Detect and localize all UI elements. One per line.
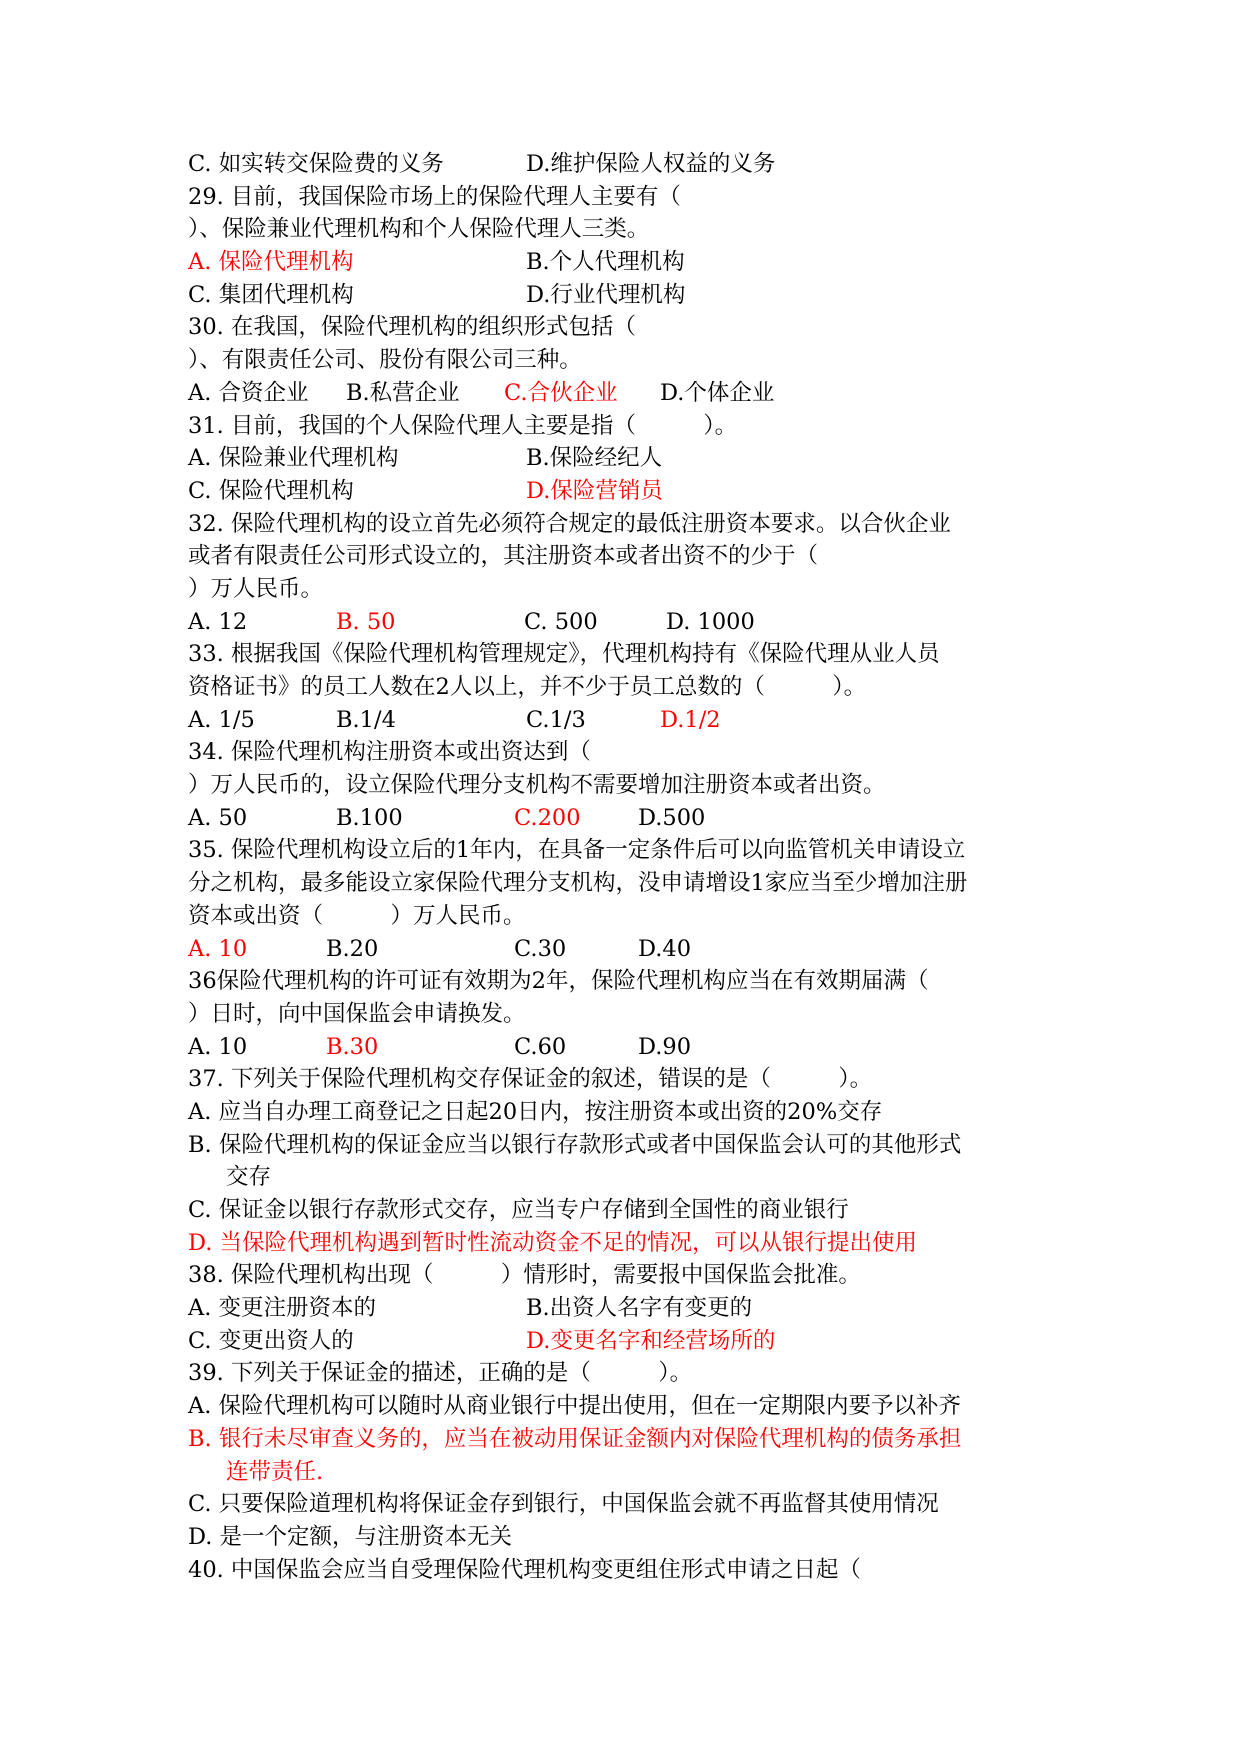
- line-text: ）万人民币的，设立保险代理分支机构不需要增加注册资本或者出资。: [188, 772, 886, 799]
- text-line: [188, 671, 1068, 704]
- answer-option: B.100: [336, 804, 403, 831]
- text-line: [188, 736, 1068, 769]
- option-row: [188, 475, 1068, 508]
- answer-option: D.维护保险人权益的义务: [526, 151, 776, 177]
- answer-option: D. 1000: [666, 608, 755, 635]
- line-text: 32. 保险代理机构的设立首先必须符合规定的最低注册资本要求。以合伙企业: [188, 510, 951, 537]
- answer-option: D.行业代理机构: [526, 281, 686, 308]
- line-text: ）、有限责任公司、股份有限公司三种。: [188, 347, 582, 374]
- text-line-continued: [188, 1456, 1068, 1489]
- answer-option: D.1/2: [660, 706, 721, 733]
- text-line: [188, 1554, 1068, 1587]
- line-text: 40. 中国保监会应当自受理保险代理机构变更组住形式申请之日起（: [188, 1556, 861, 1583]
- answer-option: D.40: [638, 935, 692, 962]
- text-line: [188, 540, 1068, 573]
- answer-option: C.1/3: [526, 706, 586, 733]
- line-text: B. 保险代理机构的保证金应当以银行存款形式或者中国保监会认可的其他形式: [188, 1131, 962, 1158]
- answer-option: B.20: [326, 935, 379, 962]
- answer-option: A. 10: [188, 1033, 248, 1060]
- answer-option: C.200: [514, 804, 581, 831]
- option-row: [188, 246, 1068, 279]
- text-line: [188, 867, 1068, 900]
- option-row: [188, 377, 1068, 410]
- answer-option: A. 合资企业: [188, 379, 309, 406]
- line-text: 30. 在我国，保险代理机构的组织形式包括（: [188, 314, 636, 341]
- line-text: 36保险代理机构的许可证有效期为2年，保险代理机构应当在有效期届满（: [188, 968, 929, 995]
- line-text: A. 应当自办理工商登记之日起20日内，按注册资本或出资的20%交存: [188, 1098, 883, 1125]
- line-text: 或者有限责任公司形式设立的，其注册资本或者出资不的少于（: [188, 543, 819, 570]
- answer-option: A. 50: [188, 804, 248, 831]
- text-line: [188, 638, 1068, 671]
- answer-option: C. 500: [524, 608, 598, 635]
- option-row: [188, 1292, 1068, 1325]
- text-line-continued: [188, 1161, 1068, 1194]
- answer-option: A. 变更注册资本的: [188, 1295, 377, 1322]
- answer-option: A. 保险代理机构: [188, 249, 354, 276]
- line-text: 35. 保险代理机构设立后的1年内，在具备一定条件后可以向监管机关申请设立: [188, 837, 966, 864]
- answer-option: D.90: [638, 1033, 692, 1060]
- line-text: 31. 目前，我国的个人保险代理人主要是指（ ）。: [188, 412, 738, 439]
- line-text: ）万人民币。: [188, 575, 324, 602]
- text-line: [188, 900, 1068, 933]
- option-row: [188, 802, 1068, 835]
- answer-option: C. 变更出资人的: [188, 1327, 354, 1354]
- line-text: ）日时，向中国保监会申请换发。: [188, 1000, 526, 1027]
- answer-option: A. 保险兼业代理机构: [188, 445, 399, 472]
- text-line: [188, 1096, 1068, 1129]
- line-text: 资本或出资（ ）万人民币。: [188, 902, 526, 929]
- answer-option: B.私营企业: [346, 379, 460, 406]
- text-line: [188, 213, 1068, 246]
- answer-option: C. 集团代理机构: [188, 281, 354, 308]
- line-text: 连带责任.: [226, 1458, 324, 1485]
- line-text: C. 只要保险道理机构将保证金存到银行，中国保监会就不再监督其使用情况: [188, 1491, 939, 1518]
- answer-option: B.30: [326, 1033, 379, 1060]
- text-line: [188, 311, 1068, 344]
- text-line: [188, 181, 1068, 214]
- answer-option: A. 12: [188, 608, 248, 635]
- document-page: [188, 148, 1068, 1586]
- line-text: 39. 下列关于保证金的描述，正确的是（ ）。: [188, 1360, 693, 1387]
- option-row: [188, 1031, 1068, 1064]
- answer-option: D.个体企业: [660, 379, 775, 406]
- answer-option: D.500: [638, 804, 706, 831]
- option-row: [188, 606, 1068, 639]
- answer-option: B.1/4: [336, 706, 396, 733]
- line-text: D. 是一个定额，与注册资本无关: [188, 1523, 513, 1550]
- text-line: [188, 1390, 1068, 1423]
- answer-option: A. 10: [188, 935, 248, 962]
- text-line: [188, 965, 1068, 998]
- text-line: [188, 1521, 1068, 1554]
- answer-option: C.60: [514, 1033, 567, 1060]
- answer-option: C.合伙企业: [504, 379, 618, 406]
- option-row: [188, 1325, 1068, 1358]
- line-text: 37. 下列关于保险代理机构交存保证金的叙述，错误的是（ ）。: [188, 1066, 873, 1093]
- text-line: [188, 1357, 1068, 1390]
- answer-option: C.30: [514, 935, 567, 962]
- answer-option: D.变更名字和经营场所的: [526, 1327, 776, 1354]
- line-text: 资格证书》的员工人数在2人以上，并不少于员工总数的（ ）。: [188, 674, 867, 700]
- text-line: [188, 573, 1068, 606]
- answer-option: D.保险营销员: [526, 477, 663, 504]
- line-text: 38. 保险代理机构出现（ ）情形时，需要报中国保监会批准。: [188, 1262, 861, 1289]
- text-line: [188, 998, 1068, 1031]
- line-text: D. 当保险代理机构遇到暂时性流动资金不足的情况，可以从银行提出使用: [188, 1229, 918, 1256]
- line-text: 29. 目前，我国保险市场上的保险代理人主要有（: [188, 183, 681, 210]
- answer-option: B.出资人名字有变更的: [526, 1295, 753, 1322]
- text-line: [188, 1194, 1068, 1227]
- line-text: B. 银行未尽审查义务的，应当在被动用保证金额内对保险代理机构的债务承担: [188, 1425, 962, 1452]
- text-line: [188, 1129, 1068, 1162]
- text-line: [188, 1259, 1068, 1292]
- line-text: 分之机构，最多能设立家保险代理分支机构，没申请增设1家应当至少增加注册: [188, 870, 968, 897]
- text-line: [188, 1488, 1068, 1521]
- text-line: [188, 1227, 1068, 1260]
- text-line: [188, 344, 1068, 377]
- option-row: [188, 442, 1068, 475]
- answer-option: C. 保险代理机构: [188, 477, 354, 504]
- text-line: [188, 410, 1068, 443]
- line-text: 交存: [226, 1164, 272, 1191]
- option-row: [188, 933, 1068, 966]
- text-line: [188, 1423, 1068, 1456]
- line-text: A. 保险代理机构可以随时从商业银行中提出使用，但在一定期限内要予以补齐: [188, 1393, 962, 1420]
- answer-option: C. 如实转交保险费的义务: [188, 151, 444, 177]
- text-line: [188, 1063, 1068, 1096]
- text-line: [188, 508, 1068, 541]
- text-line: [188, 834, 1068, 867]
- line-text: 33. 根据我国《保险代理机构管理规定》，代理机构持有《保险代理从业人员: [188, 641, 940, 668]
- answer-option: B.保险经纪人: [526, 445, 663, 472]
- option-row: [188, 148, 1068, 181]
- text-line: [188, 769, 1068, 802]
- line-text: C. 保证金以银行存款形式交存，应当专户存储到全国性的商业银行: [188, 1197, 849, 1223]
- answer-option: A. 1/5: [188, 706, 255, 733]
- answer-option: B. 50: [336, 608, 396, 635]
- option-row: [188, 704, 1068, 737]
- option-row: [188, 279, 1068, 312]
- line-text: ）、保险兼业代理机构和个人保险代理人三类。: [188, 216, 650, 243]
- line-text: 34. 保险代理机构注册资本或出资达到（: [188, 739, 591, 766]
- answer-option: B.个人代理机构: [526, 249, 685, 276]
